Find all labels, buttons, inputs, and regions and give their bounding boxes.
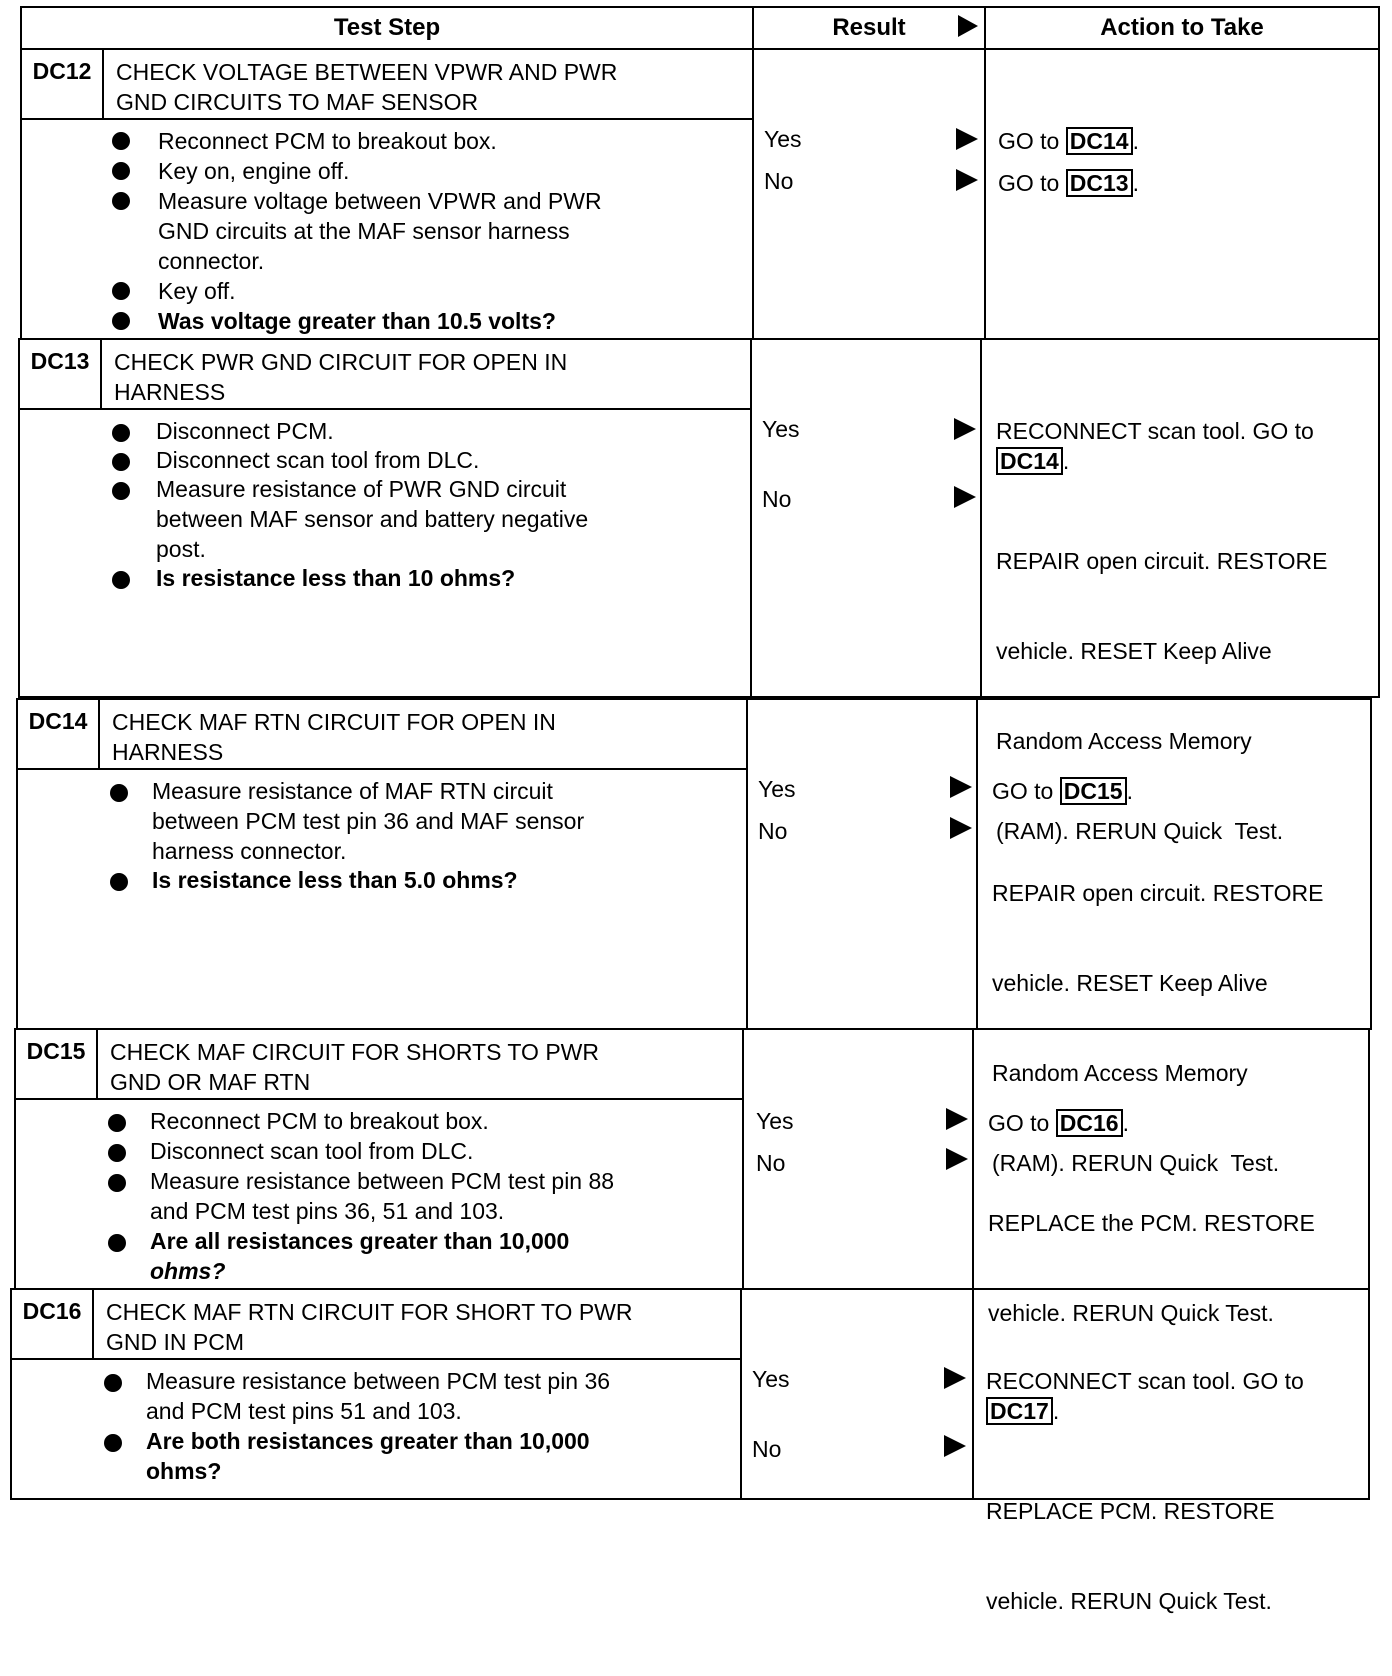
bullet-icon [112,192,130,210]
step-title-line: CHECK PWR GND CIRCUIT FOR OPEN IN [114,349,568,375]
result-no: No [764,168,794,194]
bullet-text: harness connector. [152,838,347,864]
bullet-icon [112,424,130,442]
bullet-icon [104,1434,122,1452]
bullet-text: between PCM test pin 36 and MAF sensor [152,808,585,834]
bullet-text: Measure resistance between PCM test pin 36 [146,1368,611,1394]
step-title [98,698,748,770]
step-code: DC15 [14,1028,98,1100]
step-code: DC12 [20,48,104,120]
result-no: No [756,1150,786,1176]
step-title-line: GND IN PCM [106,1329,244,1355]
table-header [0,6,1392,48]
result-cell [746,698,978,1030]
step-title-line: GND OR MAF RTN [110,1069,311,1095]
result-cell [740,1288,974,1500]
bullet-icon [108,1174,126,1192]
step-ref-link[interactable]: DC13 [1066,169,1133,197]
header-result-label: Result [832,14,906,41]
result-arrow-icon [944,1367,966,1389]
bullet-text: Disconnect scan tool from DLC. [150,1138,474,1164]
step-row-dc16 [0,1288,1392,1614]
yes-action: GO to DC14 . [998,128,1139,154]
yes-action: GO to DC16 . [988,1110,1129,1136]
result-arrow-icon [956,169,978,191]
bullet-text: Measure resistance between PCM test pin 88 [150,1168,615,1194]
bullet-text: connector. [158,248,265,274]
bullet-icon [104,1374,122,1392]
bullet-icon [112,571,130,589]
result-arrow-icon [956,128,978,150]
step-title-line: HARNESS [112,739,224,765]
step-ref-link[interactable]: DC16 [1056,1109,1123,1137]
header-action: Action to Take [984,6,1380,50]
question-text: ohms? [146,1458,222,1484]
action-line: vehicle. RERUN Quick Test. [988,1300,1274,1326]
result-arrow-icon [946,1108,968,1130]
result-yes: Yes [756,1108,794,1134]
yes-action: RECONNECT scan tool. GO to DC14 . [996,418,1314,474]
bullet-text: Disconnect PCM. [156,418,334,444]
step-title-line: HARNESS [114,379,226,405]
question-text: Are all resistances greater than 10,000 [150,1228,570,1254]
header-result [752,6,986,50]
bullet-text: Key on, engine off. [158,158,350,184]
step-title [96,1028,744,1100]
step-row-dc12 [0,48,1392,340]
action-line: (RAM). RERUN Quick Test. [996,818,1284,844]
bullet-icon [112,482,130,500]
result-arrow-icon [944,1435,966,1457]
yes-action: RECONNECT scan tool. GO to DC17 . [986,1368,1304,1424]
step-title-line: CHECK MAF RTN CIRCUIT FOR SHORT TO PWR [106,1299,633,1325]
result-no: No [758,818,788,844]
bullet-icon [108,1144,126,1162]
question-text: ohms? [150,1258,226,1284]
bullet-icon [112,282,130,300]
result-arrow-icon [954,486,976,508]
result-arrow-icon [946,1148,968,1170]
step-title-line: GND CIRCUITS TO MAF SENSOR [116,89,479,115]
bullet-icon [108,1234,126,1252]
header-test-step: Test Step [20,6,754,50]
step-ref-link[interactable]: DC14 [1066,127,1133,155]
no-action [986,1436,1274,1676]
bullet-text: and PCM test pins 36, 51 and 103. [150,1198,505,1224]
result-arrow-icon [950,817,972,839]
result-no: No [762,486,792,512]
result-yes: Yes [762,416,800,442]
step-ref-link[interactable]: DC15 [1060,777,1127,805]
bullet-icon [110,873,128,891]
step-title [92,1288,742,1360]
step-title [102,48,754,120]
bullet-text: between MAF sensor and battery negative [156,506,589,532]
step-title-line: CHECK MAF CIRCUIT FOR SHORTS TO PWR [110,1039,599,1065]
action-line: (RAM). RERUN Quick Test. [992,1150,1280,1176]
bullet-text: Key off. [158,278,236,304]
bullet-text: Reconnect PCM to breakout box. [150,1108,489,1134]
bullet-icon [108,1114,126,1132]
step-code: DC13 [18,338,102,410]
result-yes: Yes [758,776,796,802]
bullet-text: Reconnect PCM to breakout box. [158,128,497,154]
step-code: DC14 [16,698,100,770]
result-cell [750,338,982,698]
bullet-text: Disconnect scan tool from DLC. [156,447,480,473]
bullet-text: Measure voltage between VPWR and PWR [158,188,602,214]
question-text: Is resistance less than 5.0 ohms? [152,867,518,893]
no-action: GO to DC13 . [998,170,1139,196]
result-arrow-icon [954,418,976,440]
bullet-icon [112,312,130,330]
yes-action: GO to DC15 . [992,778,1133,804]
result-yes: Yes [752,1366,790,1392]
result-no: No [752,1436,782,1462]
bullet-text: post. [156,536,206,562]
action-line: vehicle. RESET Keep Alive [996,638,1272,664]
action-line: REPLACE PCM. RESTORE [986,1498,1275,1524]
action-line: Random Access Memory [996,728,1252,754]
bullet-text: Measure resistance of PWR GND circuit [156,476,567,502]
step-code: DC16 [10,1288,94,1360]
result-yes: Yes [764,126,802,152]
question-text: Are both resistances greater than 10,000 [146,1428,590,1454]
step-ref-link[interactable]: DC14 [996,447,1063,475]
step-ref-link[interactable]: DC17 [986,1397,1053,1425]
question-text: Was voltage greater than 10.5 volts? [158,308,556,334]
bullet-icon [112,162,130,180]
bullet-icon [112,132,130,150]
step-title-line: CHECK VOLTAGE BETWEEN VPWR AND PWR [116,59,618,85]
bullet-icon [110,784,128,802]
action-line: vehicle. RERUN Quick Test. [986,1588,1272,1614]
header-arrow-icon [958,15,978,37]
result-arrow-icon [950,776,972,798]
action-line: vehicle. RESET Keep Alive [992,970,1268,996]
step-title-line: CHECK MAF RTN CIRCUIT FOR OPEN IN [112,709,556,735]
action-line: REPLACE the PCM. RESTORE [988,1210,1315,1236]
action-line: Random Access Memory [992,1060,1248,1086]
bullet-text: and PCM test pins 51 and 103. [146,1398,462,1424]
bullet-text: GND circuits at the MAF sensor harness [158,218,570,244]
question-text: Is resistance less than 10 ohms? [156,565,516,591]
action-line: REPAIR open circuit. RESTORE [996,548,1328,574]
bullet-icon [112,453,130,471]
bullet-text: Measure resistance of MAF RTN circuit [152,778,553,804]
action-line: REPAIR open circuit. RESTORE [992,880,1324,906]
step-title [100,338,752,410]
